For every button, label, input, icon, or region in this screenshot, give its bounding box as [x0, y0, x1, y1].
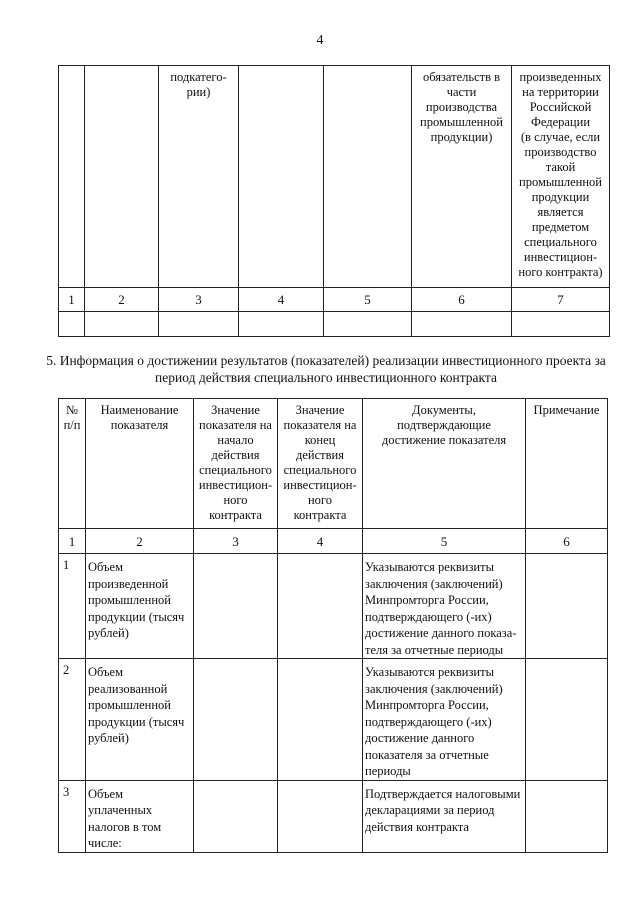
top-col-number: 6: [412, 288, 512, 312]
top-header-cell-2: [85, 66, 159, 288]
top-col-number: 5: [324, 288, 412, 312]
section-title: 5. Информация о достижении результатов (показателей) реализации инвестиционного проекта за период действия специального инвестиционного контракта: [46, 353, 606, 385]
empty-cell: [412, 312, 512, 337]
top-table-header-row: [59, 66, 610, 288]
top-col-number: 7: [512, 288, 610, 312]
top-table-number-row: [59, 288, 610, 312]
top-col-number: 1: [59, 288, 85, 312]
table-row: [59, 554, 608, 659]
top-table: [58, 65, 610, 337]
confirming-documents: Указываются реквизиты заключения (заключений) Минпромторга России, подтверждающего (-их) достижение данного показателя за отчетные периоды: [363, 659, 526, 781]
indicators-header-row: [59, 399, 608, 529]
confirming-documents: Указываются реквизиты заключения (заключений) Минпромторга России, подтверждающего (-их) достижение данного показа- теля за отчетные периоды: [363, 554, 526, 659]
top-table-empty-row: [59, 312, 610, 337]
row-index: 3: [59, 780, 86, 852]
page-number: 4: [316, 33, 324, 48]
note: [526, 659, 608, 781]
col-number: 4: [278, 529, 363, 554]
col-number: 6: [526, 529, 608, 554]
indicator-name: Объем уплаченных налогов в том числе:: [86, 780, 194, 852]
note: [526, 780, 608, 852]
header-number: № п/п: [59, 399, 86, 529]
top-col-number: 3: [159, 288, 239, 312]
end-value: [278, 554, 363, 659]
empty-cell: [85, 312, 159, 337]
top-header-cell-3: подкатего- рии): [159, 66, 239, 288]
end-value: [278, 659, 363, 781]
indicators-number-row: [59, 529, 608, 554]
table-row: [59, 659, 608, 781]
empty-cell: [239, 312, 324, 337]
col-number: 2: [86, 529, 194, 554]
top-header-cell-5: [324, 66, 412, 288]
indicator-name: Объем произведенной промышленной продукции (тысяч рублей): [86, 554, 194, 659]
col-number: 5: [363, 529, 526, 554]
indicator-name: Объем реализованной промышленной продукции (тысяч рублей): [86, 659, 194, 781]
header-indicator-name: Наименование показателя: [86, 399, 194, 529]
top-col-number: 2: [85, 288, 159, 312]
start-value: [194, 554, 278, 659]
table-row: [59, 780, 608, 852]
note: [526, 554, 608, 659]
col-number: 3: [194, 529, 278, 554]
start-value: [194, 780, 278, 852]
header-documents: Документы, подтверждающие достижение показателя: [363, 399, 526, 529]
empty-cell: [512, 312, 610, 337]
empty-cell: [324, 312, 412, 337]
end-value: [278, 780, 363, 852]
row-index: 2: [59, 659, 86, 781]
header-end-value: Значение показателя на конец действия специального инвестицион- ного контракта: [278, 399, 363, 529]
empty-cell: [59, 312, 85, 337]
top-header-cell-4: [239, 66, 324, 288]
top-header-cell-1: [59, 66, 85, 288]
start-value: [194, 659, 278, 781]
header-start-value: Значение показателя на начало действия специального инвестицион- ного контракта: [194, 399, 278, 529]
indicators-table: [58, 398, 608, 853]
confirming-documents: Подтверждается налоговыми декларациями за период действия контракта: [363, 780, 526, 852]
col-number: 1: [59, 529, 86, 554]
empty-cell: [159, 312, 239, 337]
top-header-cell-7: произведенных на территории Российской Федерации (в случае, если производство такой промышленной продукции является предметом специального инвестицион- ного контракта): [512, 66, 610, 288]
row-index: 1: [59, 554, 86, 659]
top-col-number: 4: [239, 288, 324, 312]
top-header-cell-6: обязательств в части производства промышленной продукции): [412, 66, 512, 288]
header-note: Примечание: [526, 399, 608, 529]
